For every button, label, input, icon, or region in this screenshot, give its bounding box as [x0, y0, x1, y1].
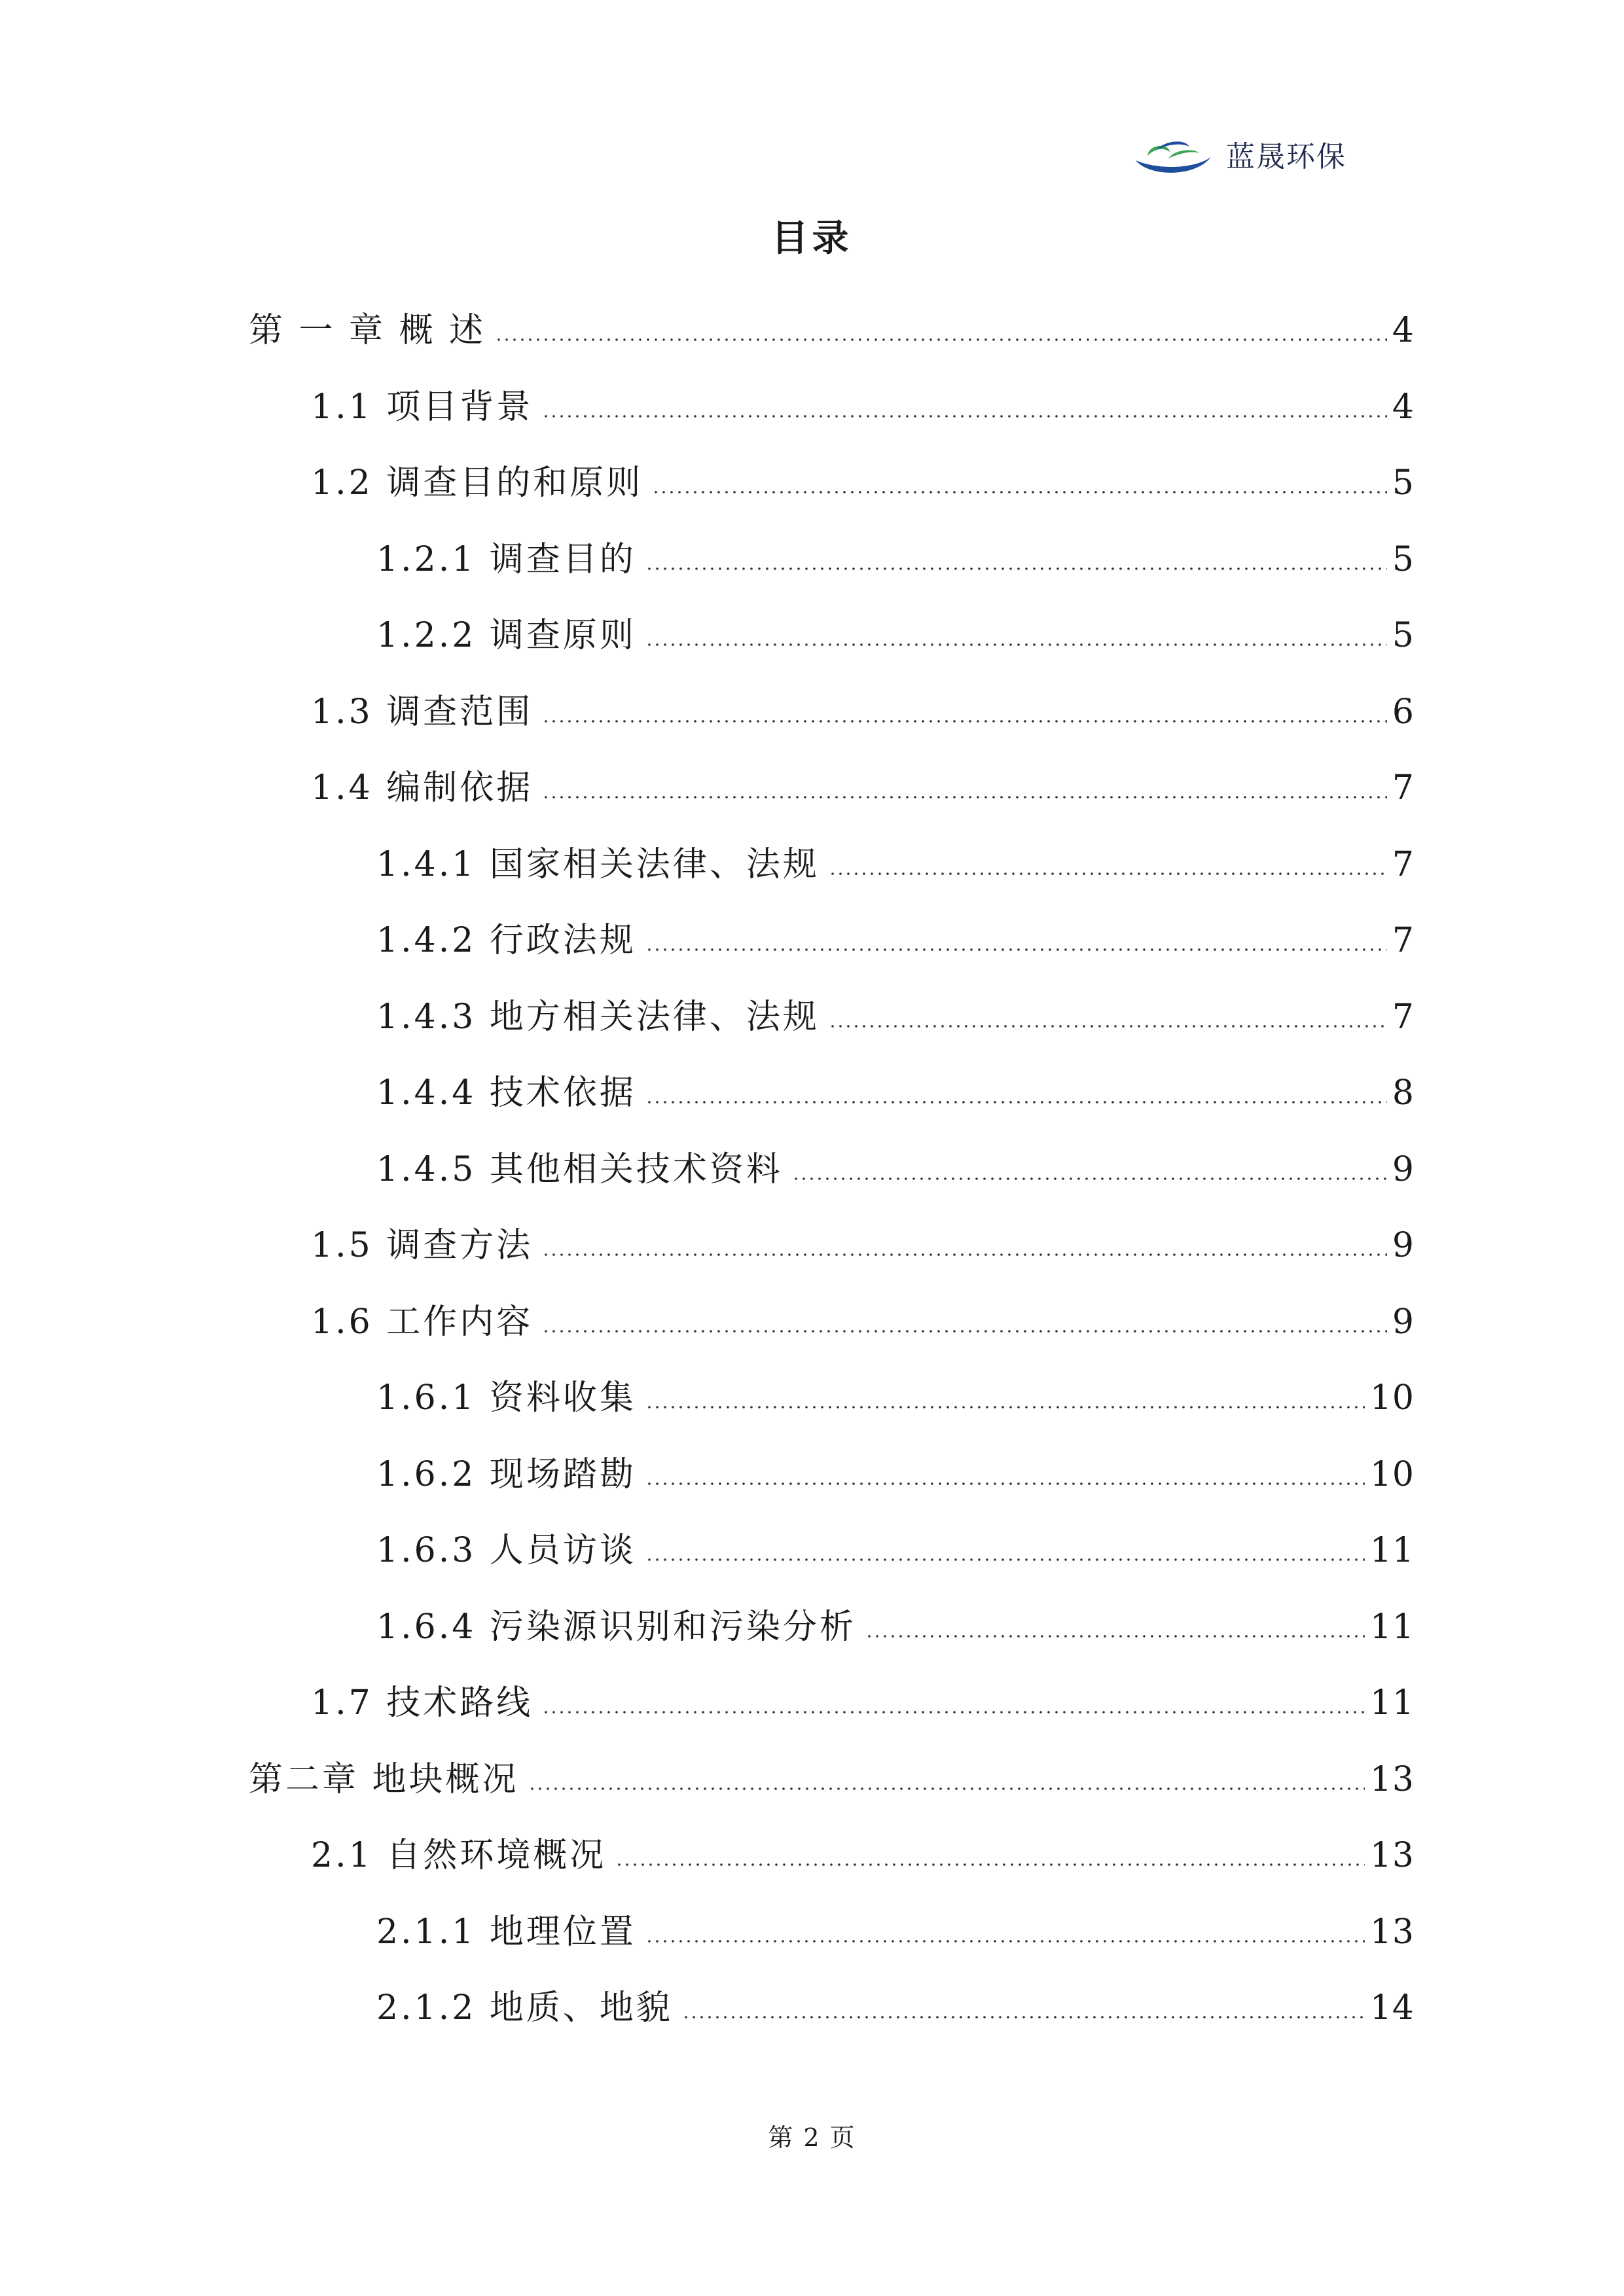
toc-entry-label: 1.6.2 现场踏勘	[376, 1454, 636, 1494]
toc-entry-page: 14	[1369, 1988, 1415, 2028]
toc-entry[interactable]	[0, 842, 1415, 888]
toc-dot-leader	[829, 1024, 1387, 1028]
toc-entry-page: 13	[1369, 1759, 1415, 1799]
toc-entry-label: 1.4.5 其他相关技术资料	[376, 1149, 783, 1189]
toc-entry[interactable]	[0, 1147, 1415, 1193]
toc-entry[interactable]	[0, 689, 1415, 735]
toc-entry-label: 1.4.2 行政法规	[376, 921, 636, 960]
toc-entry-page: 11	[1369, 1683, 1415, 1723]
toc-dot-leader	[829, 872, 1387, 876]
toc-entry-page: 10	[1369, 1454, 1415, 1494]
toc-dot-leader	[645, 1405, 1365, 1409]
toc-entry[interactable]	[0, 1299, 1415, 1345]
toc-dot-leader	[495, 338, 1387, 342]
toc-entry-label: 2.1.1 地理位置	[376, 1912, 636, 1952]
toc-entry-page: 9	[1392, 1302, 1415, 1342]
toc-dot-leader	[682, 2015, 1365, 2019]
toc-dot-leader	[652, 490, 1387, 494]
toc-entry[interactable]	[0, 1833, 1415, 1878]
toc-entry-label: 第二章 地块概况	[249, 1759, 519, 1799]
toc-entry-page: 13	[1369, 1912, 1415, 1952]
toc-dot-leader	[615, 1863, 1365, 1867]
toc-entry-page: 7	[1392, 768, 1415, 808]
toc-entry[interactable]	[0, 1375, 1415, 1421]
toc-entry[interactable]	[0, 460, 1415, 506]
page-number: 第 2 页	[768, 2123, 856, 2152]
toc-dot-leader	[542, 1329, 1387, 1333]
toc-entry-label: 1.4.3 地方相关法律、法规	[376, 997, 820, 1037]
toc-entry-page: 7	[1392, 844, 1415, 884]
toc-entry[interactable]	[0, 1452, 1415, 1498]
toc-entry-page: 13	[1369, 1836, 1415, 1875]
toc-entry-page: 8	[1392, 1073, 1415, 1113]
toc-dot-leader	[542, 719, 1387, 723]
toc-entry-page: 7	[1392, 997, 1415, 1037]
toc-entry-label: 1.2.1 调查目的	[376, 539, 636, 579]
toc-entry[interactable]	[0, 994, 1415, 1040]
toc-entry-page: 6	[1392, 692, 1415, 732]
toc-entry-label: 1.2.2 调查原则	[376, 616, 636, 655]
toc-entry-label: 1.3 调查范围	[311, 692, 533, 732]
toc-entry[interactable]	[0, 1757, 1415, 1803]
toc-entry-page: 9	[1392, 1149, 1415, 1189]
toc-dot-leader	[542, 1710, 1365, 1714]
toc-entry-page: 11	[1369, 1531, 1415, 1570]
toc-dot-leader	[792, 1177, 1387, 1181]
toc-entry[interactable]	[0, 1909, 1415, 1955]
toc-entry-label: 2.1 自然环境概况	[311, 1836, 607, 1875]
toc-entry[interactable]	[0, 1528, 1415, 1573]
toc-dot-leader	[528, 1787, 1365, 1791]
toc-entry-label: 1.5 调查方法	[311, 1226, 533, 1265]
toc-entry-label: 1.4.1 国家相关法律、法规	[376, 844, 820, 884]
toc-entry-page: 4	[1392, 387, 1415, 427]
toc-dot-leader	[645, 948, 1387, 952]
toc-entry[interactable]	[0, 918, 1415, 963]
toc-entry[interactable]	[0, 1223, 1415, 1268]
toc-dot-leader	[645, 1482, 1365, 1486]
toc-dot-leader	[542, 1253, 1387, 1257]
toc-entry-label: 1.6 工作内容	[311, 1302, 533, 1342]
toc-entry-page: 9	[1392, 1226, 1415, 1265]
toc-entry-page: 11	[1369, 1607, 1415, 1647]
toc-entry-page: 7	[1392, 921, 1415, 960]
toc-entry[interactable]	[0, 1985, 1415, 2031]
toc-entry-label: 1.7 技术路线	[311, 1683, 533, 1723]
toc-dot-leader	[645, 1100, 1387, 1104]
toc-entry-label: 第 一 章 概 述	[249, 311, 486, 350]
toc-entry-label: 1.2 调查目的和原则	[311, 463, 643, 503]
toc-entry-label: 1.4.4 技术依据	[376, 1073, 636, 1113]
toc-entry[interactable]	[0, 1604, 1415, 1650]
toc-entry-label: 2.1.2 地质、地貌	[376, 1988, 673, 2028]
toc-entry[interactable]	[0, 308, 1415, 353]
toc-entry-label: 1.6.4 污染源识别和污染分析	[376, 1607, 856, 1647]
toc-entry[interactable]	[0, 1070, 1415, 1116]
toc-entry[interactable]	[0, 613, 1415, 658]
toc-entry-page: 4	[1392, 311, 1415, 350]
toc-entry[interactable]	[0, 384, 1415, 430]
toc-dot-leader	[542, 414, 1387, 418]
toc-dot-leader	[865, 1634, 1365, 1638]
toc-dot-leader	[645, 643, 1387, 647]
toc-dot-leader	[645, 1939, 1365, 1943]
toc-entry-page: 5	[1392, 463, 1415, 503]
toc-entry[interactable]	[0, 1680, 1415, 1726]
toc-entry-label: 1.4 编制依据	[311, 768, 533, 808]
toc-entry[interactable]	[0, 765, 1415, 811]
toc-dot-leader	[645, 1558, 1365, 1562]
page-title: 目录	[771, 217, 853, 260]
toc-entry-page: 10	[1369, 1378, 1415, 1418]
toc-entry-page: 5	[1392, 539, 1415, 579]
brand-name: 蓝晟环保	[1226, 140, 1346, 173]
toc-dot-leader	[645, 567, 1387, 571]
toc-entry-label: 1.1 项目背景	[311, 387, 533, 427]
toc-entry-label: 1.6.3 人员访谈	[376, 1531, 636, 1570]
toc-entry[interactable]	[0, 537, 1415, 583]
toc-entry-page: 5	[1392, 616, 1415, 655]
toc-dot-leader	[542, 795, 1387, 799]
toc-entry-label: 1.6.1 资料收集	[376, 1378, 636, 1418]
